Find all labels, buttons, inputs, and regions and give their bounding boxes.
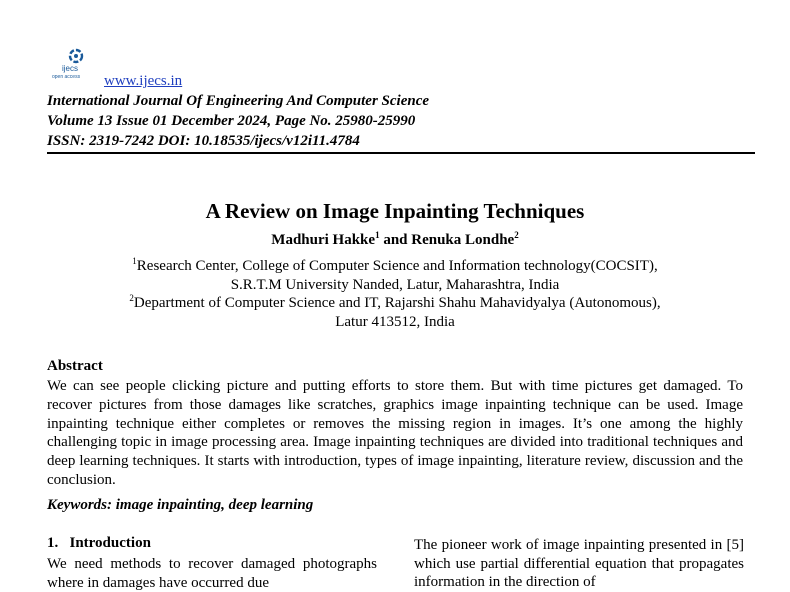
author-1: Madhuri Hakke: [271, 232, 376, 248]
author-2: Renuka Londhe: [411, 232, 515, 248]
section-heading-introduction: 1. Introduction: [47, 535, 151, 551]
affiliation-2-line-1: [0, 295, 790, 312]
author-list: [0, 232, 790, 249]
journal-logo: [52, 48, 102, 84]
logo-subtext: open access: [52, 74, 81, 80]
author-2-sup: 2: [514, 230, 519, 240]
author-1-sup: 1: [375, 230, 380, 240]
affiliation-1-line-1: [0, 258, 790, 275]
logo-icon: [65, 48, 87, 64]
logo-text: ijecs: [62, 64, 79, 73]
journal-name: International Journal Of Engineering And Computer Science: [47, 93, 430, 109]
abstract-text: We can see people clicking picture and putting efforts to store them. But with time pictures get damaged. To recover pictures from those damages like scratches, graphics image inpainting technique can be used. Image inpainting technique either completes or removes the missing region in images. It’s one among the highly challenging topic in image processing area. Image inpainting techniques are divided into traditional techniques and deep learning techniques. It starts with introduction, types of image inpainting, literature review, discussion and the conclusion.: [47, 378, 743, 488]
paper-title: A Review on Image Inpainting Techniques: [205, 199, 585, 223]
author-conjunction: and: [379, 232, 412, 248]
intro-right-column: The pioneer work of image inpainting presented in [5] which use partial differential equation that propagates information in the direction of: [414, 537, 744, 590]
affiliation-1-sup: 1: [132, 256, 137, 266]
abstract-heading: Abstract: [47, 358, 103, 374]
affiliation-2-line-2: Latur 413512, India: [335, 314, 455, 330]
affiliation-2-sup: 2: [129, 293, 134, 303]
volume-line: Volume 13 Issue 01 December 2024, Page No. 25980-25990: [47, 113, 416, 129]
affiliation-1-line-2: S.R.T.M University Nanded, Latur, Maharashtra, India: [230, 277, 560, 293]
affiliation-2-text: Department of Computer Science and IT, Rajarshi Shahu Mahavidyalya (Autonomous),: [133, 295, 661, 311]
affiliation-1-text: Research Center, College of Computer Science and Information technology(COCSIT),: [136, 258, 658, 274]
journal-url-link[interactable]: www.ijecs.in: [104, 73, 183, 89]
keywords: Keywords: image inpainting, deep learning: [47, 497, 314, 513]
header-divider: [47, 152, 755, 154]
issn-line: ISSN: 2319-7242 DOI: 10.18535/ijecs/v12i11.4784: [47, 133, 360, 149]
intro-left-column: We need methods to recover damaged photographs where in damages have occurred due: [47, 556, 377, 591]
